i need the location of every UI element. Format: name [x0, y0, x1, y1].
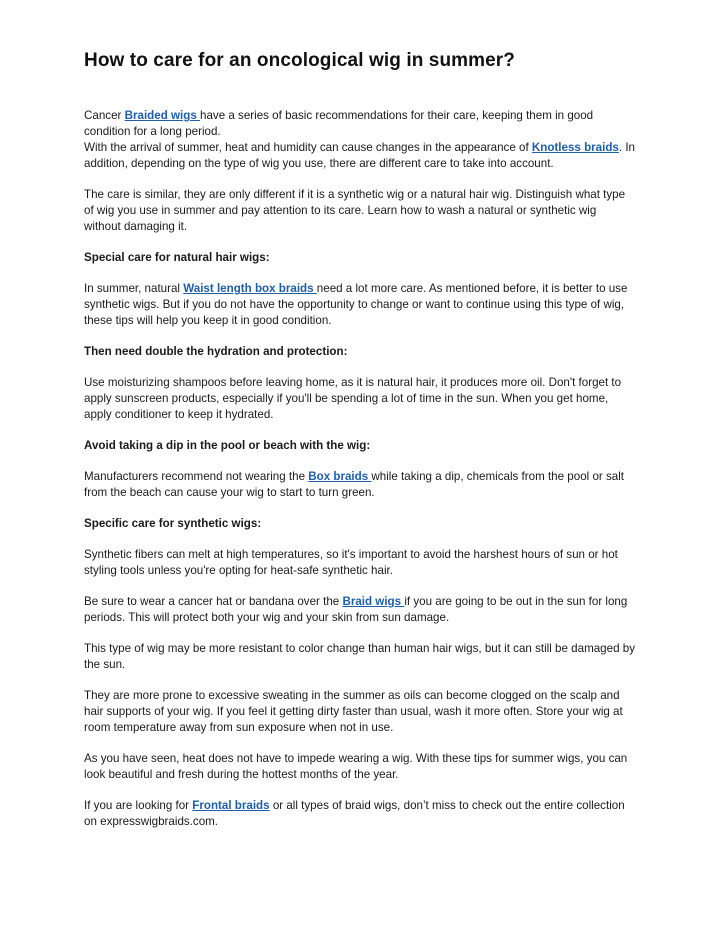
intro-paragraph-2 [84, 140, 636, 172]
synthetic-paragraph-5: As you have seen, heat does not have to impede wearing a wig. With these tips for summer wigs, you can look beautiful and fresh during the hottest months of the year. [84, 752, 628, 781]
hydration-heading: Then need double the hydration and protection: [84, 345, 348, 358]
page-title: How to care for an oncological wig in summer? [84, 50, 516, 71]
natural-care-paragraph [84, 281, 636, 329]
box-braids-link[interactable]: Box braids [308, 470, 372, 483]
braided-wigs-link[interactable]: Braided wigs [124, 109, 200, 122]
hydration-paragraph: Use moisturizing shampoos before leaving home, as it is natural hair, it produces more oil. Don't forget to apply sunscreen products, especially if you'll be spending a lot of time in the sun. When you get home, apply conditioner to keep it hydrated. [84, 376, 622, 421]
intro-p2-text-before: With the arrival of summer, heat and humidity can cause changes in the appearance of [84, 141, 532, 154]
pool-text-after: while taking a dip, chemicals from the pool or salt from the beach can cause your wig to start to turn green. [84, 470, 625, 499]
intro-p2-text-after: . In addition, depending on the type of wig you use, there are different care to take into account. [84, 141, 636, 170]
synthetic-care-heading: Specific care for synthetic wigs: [84, 517, 262, 530]
waist-length-box-braids-link[interactable]: Waist length box braids [183, 282, 317, 295]
natural-text-after: need a lot more care. As mentioned before, it is better to use synthetic wigs. But if you do not have the opportunity to change or want to continue using this type of wig, these tips will help you keep it in good condition. [84, 282, 628, 327]
synthetic-paragraph-1: Synthetic fibers can melt at high temperatures, so it's important to avoid the harshest hours of sun or hot styling tools unless you're opting for heat-safe synthetic hair. [84, 548, 618, 577]
knotless-braids-link[interactable]: Knotless braids [531, 141, 619, 154]
braid-wigs-link[interactable]: Braid wigs [342, 595, 405, 608]
intro-p1-text-before: Cancer [84, 109, 125, 122]
synthetic-paragraph-3: This type of wig may be more resistant to color change than human hair wigs, but it can still be damaged by the sun. [84, 642, 635, 671]
synthetic-p2-text-after: if you are going to be out in the sun for long periods. This will protect both your wig and your skin from sun damage. [84, 595, 628, 624]
intro-p1-text-after: have a series of basic recommendations for their care, keeping them in good condition for a long period. [84, 109, 594, 138]
frontal-braids-link[interactable]: Frontal braids [192, 799, 270, 812]
synthetic-p6-text-before: If you are looking for [84, 799, 193, 812]
pool-heading: Avoid taking a dip in the pool or beach with the wig: [84, 439, 371, 452]
synthetic-p6-text-after: or all types of braid wigs, don’t miss to check out the entire collection on expresswigbraids.com. [84, 799, 625, 828]
natural-care-heading: Special care for natural hair wigs: [84, 251, 270, 264]
intro-paragraph-3: The care is similar, they are only different if it is a synthetic wig or a natural hair wig. Distinguish what type of wig you use in summer and pay attention to its care. Learn how to wash a natural or synthetic wig without damaging it. [84, 188, 626, 233]
synthetic-p2-text-before: Be sure to wear a cancer hat or bandana over the [84, 595, 343, 608]
natural-text-before: In summer, natural [84, 282, 184, 295]
intro-paragraph-1 [84, 108, 636, 140]
synthetic-paragraph-2 [84, 594, 636, 626]
synthetic-paragraph-4: They are more prone to excessive sweating in the summer as oils can become clogged on the scalp and hair supports of your wig. If you feel it getting dirty faster than usual, wash it more often. Store your wig at room temperature away from sun exposure when not in use. [84, 689, 623, 734]
pool-text-before: Manufacturers recommend not wearing the [84, 470, 309, 483]
synthetic-paragraph-6 [84, 798, 636, 830]
pool-paragraph [84, 469, 636, 501]
